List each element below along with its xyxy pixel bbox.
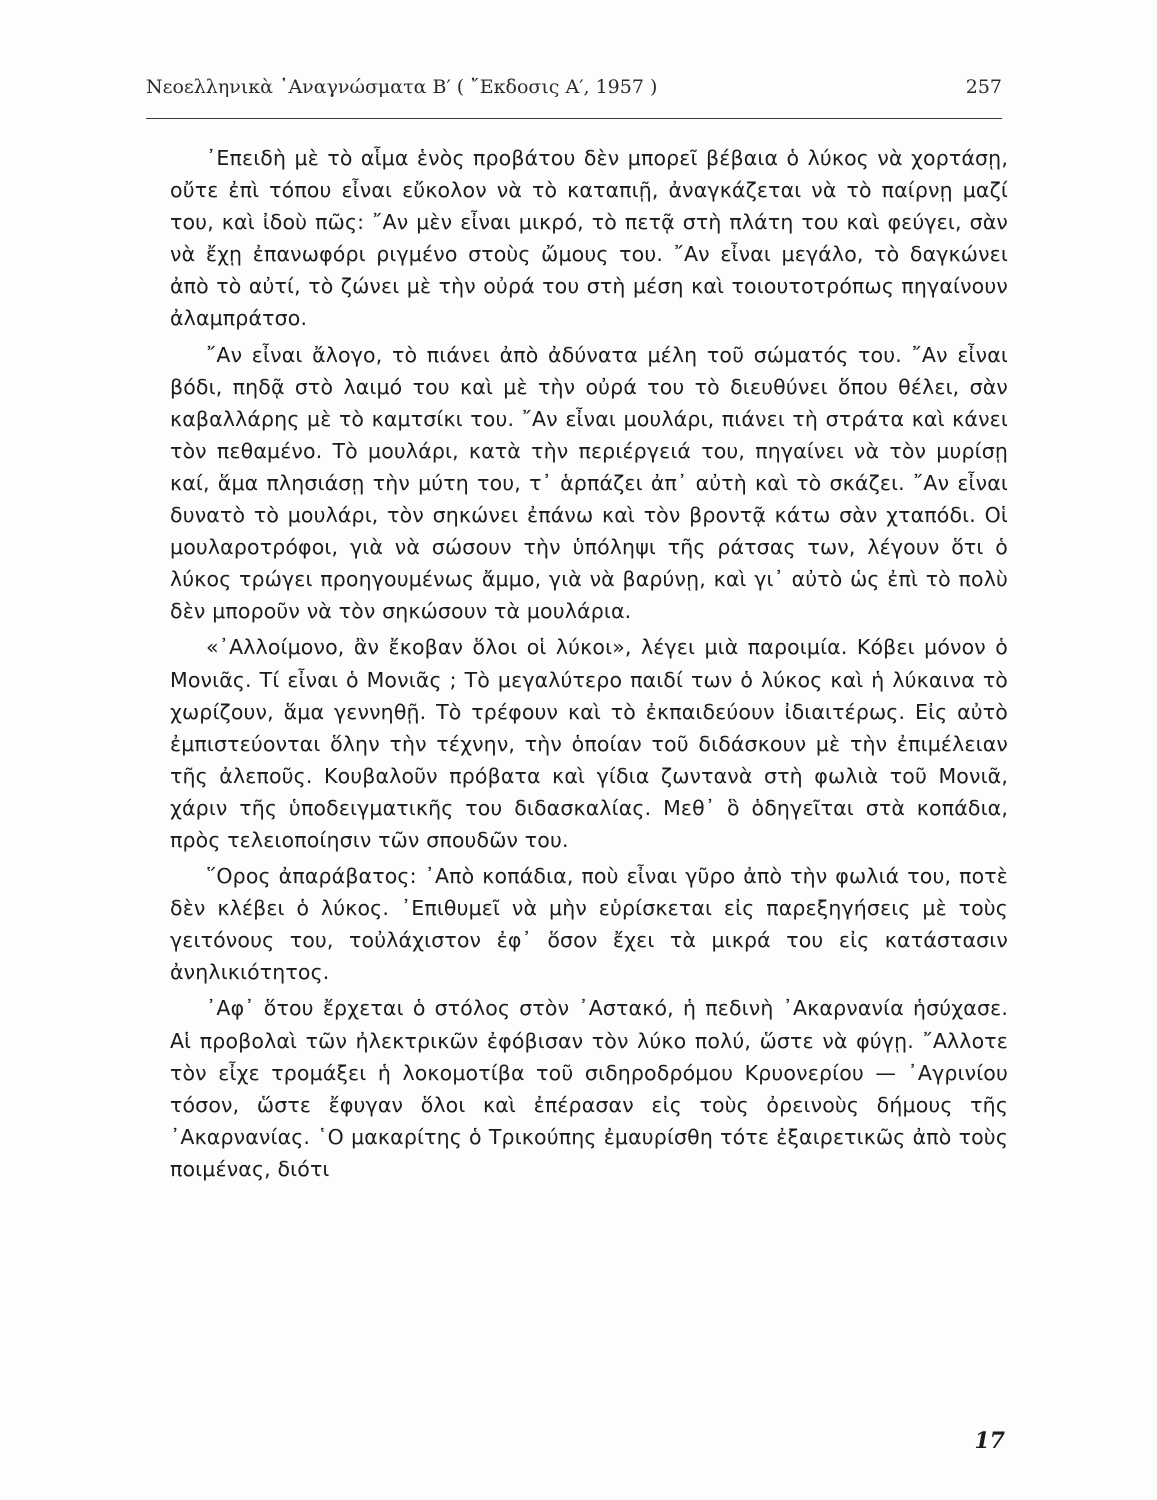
paragraph: ᾿Αφ᾿ ὅτου ἔρχεται ὁ στόλος στὸν ᾿Αστακό, ἡ πεδινὴ ᾿Ακαρνανία ἡσύχασε. Αἱ προβολαὶ τῶν ἠλεκτρικῶν ἐφόβισαν τὸν λύκο πολύ, ὥστε νὰ φύγῃ. ῎Αλλοτε τὸν εἶχε τρομάξει ἡ λοκομοτίβα τοῦ σιδηροδρόμου Κρυονερίου — ᾿Αγρινίου τόσον, ὥστε ἔφυγαν ὅλοι καὶ ἐπέρασαν εἰς τοὺς ὀρεινοὺς δήμους τῆς ᾿Ακαρνανίας. ῾Ο μακαρίτης ὁ Τρικούπης ἐμαυρίσθη τότε ἐξαιρετικῶς ἀπὸ τοὺς ποιμένας, διότι <box>170 996 1008 1181</box>
body-text <box>170 142 1008 1189</box>
paragraph: «᾿Αλλοίμονο, ἂν ἔκοβαν ὅλοι οἱ λύκοι», λέγει μιὰ παροιμία. Κόβει μόνον ὁ Μονιᾶς. Τί εἶναι ὁ Μονιᾶς ; Τὸ μεγαλύτερο παιδί των ὁ λύκος καὶ ἡ λύκαινα τὸ χωρίζουν, ἅμα γεννηθῇ. Τὸ τρέφουν καὶ τὸ ἐκπαιδεύουν ἰδιαιτέρως. Εἰς αὐτὸ ἐμπιστεύονται ὅλην τὴν τέχνην, τὴν ὁποίαν τοῦ διδάσκουν μὲ τὴν ἐπιμέλειαν τῆς ἀλεποῦς. Κουβαλοῦν πρόβατα καὶ γίδια ζωντανὰ στὴ φωλιὰ τοῦ Μονιᾶ, χάριν τῆς ὑποδειγματικῆς του διδασκαλίας. Μεθ᾿ ὃ ὁδηγεῖται στὰ κοπάδια, πρὸς τελειοποίησιν τῶν σπουδῶν του. <box>170 635 1008 852</box>
paragraph: ῎Αν εἶναι ἄλογο, τὸ πιάνει ἀπὸ ἀδύνατα μέλη τοῦ σώματός του. ῎Αν εἶναι βόδι, πηδᾷ στὸ λαιμό του καὶ μὲ τὴν οὐρά του τὸ διευθύνει ὅπου θέλει, σὰν καβαλλάρης μὲ τὸ καμτσίκι του. ῎Αν εἶναι μουλάρι, πιάνει τὴ στράτα καὶ κάνει τὸν πεθαμένο. Τὸ μουλάρι, κατὰ τὴν περιέργειά του, πηγαίνει νὰ τὸν μυρίσῃ καί, ἅμα πλησιάσῃ τὴν μύτη του, τ᾿ ἁρπάζει ἀπ᾿ αὐτὴ καὶ τὸ σκάζει. ῎Αν εἶναι δυνατὸ τὸ μουλάρι, τὸν σηκώνει ἐπάνω καὶ τὸν βροντᾷ κάτω σὰν χταπόδι. Οἱ μουλαροτρόφοι, γιὰ νὰ σώσουν τὴν ὑπόληψι τῆς ράτσας των, λέγουν ὅτι ὁ λύκος τρώγει προηγουμένως ἄμμο, γιὰ νὰ βαρύνῃ, καὶ γι᾿ αὐτὸ ὡς ἐπὶ τὸ πολὺ δὲν μποροῦν νὰ τὸν σηκώσουν τὰ μουλάρια. <box>170 342 1008 624</box>
paragraph: ᾿Επειδὴ μὲ τὸ αἷμα ἑνὸς προβάτου δὲν μπορεῖ βέβαια ὁ λύκος νὰ χορτάσῃ, οὔτε ἐπὶ τόπου εἶναι εὔκολον νὰ τὸ καταπιῇ, ἀναγκάζεται νὰ τὸ παίρνῃ μαζί του, καὶ ἰδοὺ πῶς: ῎Αν μὲν εἶναι μικρό, τὸ πετᾷ στὴ πλάτη του καὶ φεύγει, σὰν νὰ ἔχῃ ἐπανωφόρι ριγμένο στοὺς ὤμους του. ῎Αν εἶναι μεγάλο, τὸ δαγκώνει ἀπὸ τὸ αὐτί, τὸ ζώνει μὲ τὴν οὐρά του στὴ μέση καὶ τοιουτοτρόπως πηγαίνουν ἀλαμπράτσο. <box>170 146 1008 331</box>
page-number: 257 <box>965 76 1002 98</box>
paragraph: ῞Ορος ἀπαράβατος: ᾿Απὸ κοπάδια, ποὺ εἶναι γῦρο ἀπὸ τὴν φωλιά του, ποτὲ δὲν κλέβει ὁ λύκος. ᾿Επιθυμεῖ νὰ μὴν εὑρίσκεται εἰς παρεξηγήσεις μὲ τοὺς γειτόνους του, τοὐλάχιστον ἐφ᾿ ὅσον ἔχει τὰ μικρά του εἰς κατάστασιν ἀνηλικιότητος. <box>170 864 1008 985</box>
running-header-title: Νεοελληνικὰ ᾿Αναγνώσματα Β′ ( ῎Εκδοσις Α′, 1957 ) <box>146 76 658 98</box>
running-header <box>146 76 1002 108</box>
printer-signature-mark: 17 <box>974 1428 1005 1454</box>
header-rule <box>146 118 1002 119</box>
